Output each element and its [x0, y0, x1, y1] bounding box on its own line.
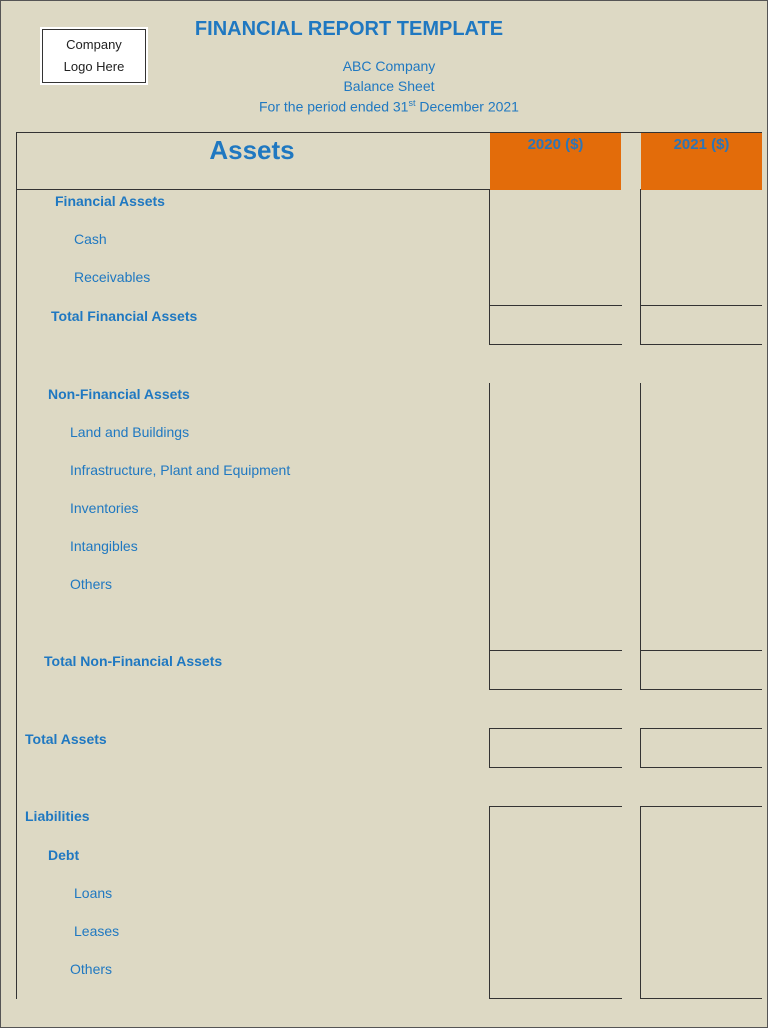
table-left-border: [16, 132, 17, 999]
row-loans: Loans: [74, 885, 113, 901]
row-intangibles: Intangibles: [70, 538, 138, 554]
row-total-non-financial-assets: Total Non-Financial Assets: [44, 653, 223, 669]
period-suffix: st: [408, 98, 416, 108]
logo-line-2: Logo Here: [63, 59, 125, 74]
period-rest: December 2021: [415, 98, 519, 115]
column-header-2021: 2021 ($): [641, 133, 762, 190]
cell-2021-total-non-financial[interactable]: [640, 650, 762, 690]
row-non-financial-assets: Non-Financial Assets: [48, 386, 190, 402]
cell-2020-non-financial-items[interactable]: [489, 383, 622, 651]
period-line: [201, 98, 577, 115]
cell-2021-total-financial[interactable]: [640, 305, 762, 345]
logo-line-1: Company: [66, 37, 122, 52]
report-title: FINANCIAL REPORT TEMPLATE: [194, 18, 504, 40]
row-total-financial-assets: Total Financial Assets: [51, 308, 198, 324]
cell-2021-liabilities[interactable]: [640, 806, 762, 999]
column-header-2020: 2020 ($): [490, 133, 621, 190]
cell-2020-financial-items[interactable]: [489, 189, 622, 306]
row-debt: Debt: [48, 847, 80, 863]
cell-2020-total-financial[interactable]: [489, 305, 622, 345]
cell-2020-total-non-financial[interactable]: [489, 650, 622, 690]
statement-name: Balance Sheet: [343, 78, 435, 94]
company-name: ABC Company: [342, 58, 436, 74]
row-infrastructure: Infrastructure, Plant and Equipment: [70, 462, 291, 478]
row-others-assets: Others: [70, 576, 113, 592]
row-financial-assets: Financial Assets: [55, 193, 165, 209]
row-total-assets: Total Assets: [25, 731, 107, 747]
cell-2021-total-assets[interactable]: [640, 728, 762, 768]
company-logo-placeholder: [42, 29, 146, 83]
header-bottom-border: [16, 189, 490, 190]
row-land-buildings: Land and Buildings: [70, 424, 190, 440]
cell-2021-non-financial-items[interactable]: [640, 383, 762, 651]
row-liabilities: Liabilities: [25, 808, 90, 824]
row-others-liabilities: Others: [70, 961, 113, 977]
cell-2020-liabilities[interactable]: [489, 806, 622, 999]
cell-2020-total-assets[interactable]: [489, 728, 622, 768]
row-receivables: Receivables: [74, 269, 151, 285]
cell-2021-financial-items[interactable]: [640, 189, 762, 306]
assets-heading: Assets: [209, 135, 295, 165]
row-cash: Cash: [74, 231, 107, 247]
period-prefix: For the period ended 31: [259, 98, 409, 115]
row-inventories: Inventories: [70, 500, 139, 516]
row-leases: Leases: [74, 923, 120, 939]
